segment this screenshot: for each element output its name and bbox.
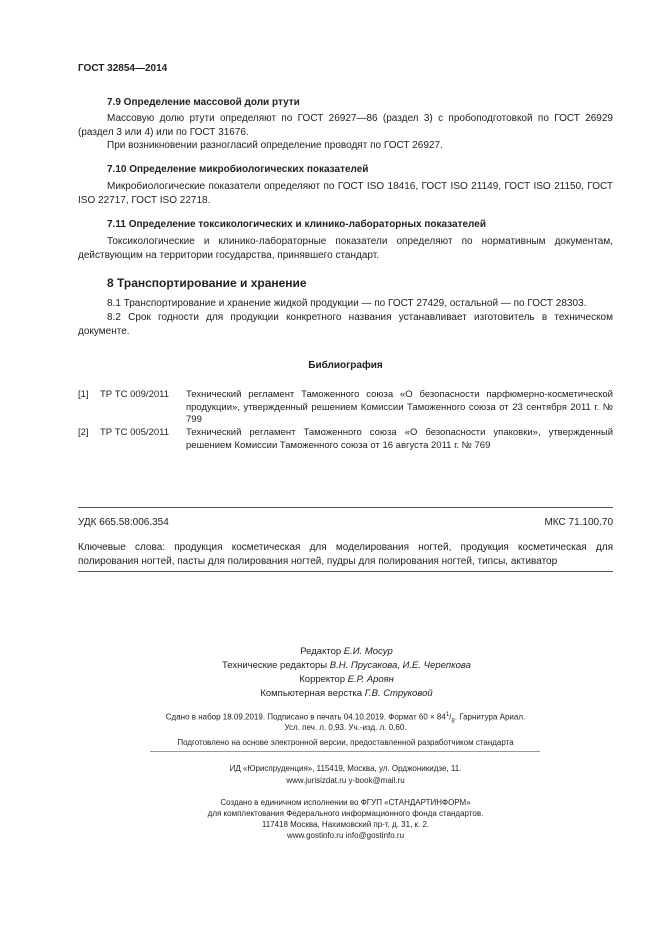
format-fraction-denominator: 8 xyxy=(451,718,455,725)
udk-code: УДК 665.58:006.354 xyxy=(78,517,169,528)
print-details-text: Сдано в набор 18.09.2019. Подписано в печать 04.10.2019. Формат 60 × 84 xyxy=(165,712,446,722)
layout-name: Г.В. Струковой xyxy=(364,688,433,699)
editor-label: Редактор xyxy=(300,646,342,657)
bibliography-item-code: ТР ТС 005/2011 xyxy=(100,427,170,438)
tech-editors-names: В.Н. Прусакова, И.Е. Черепкова xyxy=(329,660,471,671)
divider-bottom xyxy=(78,571,613,572)
electronic-version-note: Подготовлено на основе электронной версии, предоставленной разработчиком стандарта xyxy=(177,738,514,747)
imprint-tech-editors xyxy=(130,659,563,673)
bibliography-item-text: Технический регламент Таможенного союза «О безопасности парфюмерно-косметической продукции», утвержденный решением Комиссии Таможенного союза от 23 сентября 2011 г. № 799 xyxy=(186,389,613,425)
section-8-1-paragraph: 8.1 Транспортирование и хранение жидкой продукции — по ГОСТ 27429, остальной — по ГОСТ 28303. xyxy=(107,298,587,309)
section-7-11-title: 7.11 Определение токсикологических и клинико-лабораторных показателей xyxy=(107,219,486,230)
tech-editors-label: Технические редакторы xyxy=(222,660,328,671)
divider-top xyxy=(78,507,613,508)
mks-code: МКС 71.100.70 xyxy=(544,517,613,528)
created-line-3: 117418 Москва, Нахимовский пр-т, д. 31, к. 2. xyxy=(261,820,430,829)
imprint-editor xyxy=(130,645,563,659)
print-details-line-1: Сдано в набор 18.09.2019. Подписано в печать 04.10.2019. Формат $60 \times 84^1/_8$. Гарнитура Ариал. xyxy=(165,712,526,725)
imprint-corrector xyxy=(130,673,563,687)
section-8-title: 8 Транспортирование и хранение xyxy=(107,276,307,290)
imprint-divider xyxy=(150,751,540,752)
created-line-4: www.gostinfo.ru info@gostinfo.ru xyxy=(286,831,405,840)
editor-name: Е.И. Мосур xyxy=(343,646,393,657)
created-line-2: для комплектования Федерального информационного фонда стандартов. xyxy=(207,809,484,818)
layout-label: Компьютерная верстка xyxy=(260,688,363,699)
section-7-9-paragraph-1: Массовую долю ртути определяют по ГОСТ 26927—86 (раздел 3) с пробоподготовкой по ГОСТ 26929 (раздел 3 или 4) или по ГОСТ 31676. xyxy=(78,113,613,138)
corrector-name: Е.Р. Ароян xyxy=(347,674,394,685)
section-7-10-paragraph: Микробиологические показатели определяют по ГОСТ ISO 18416, ГОСТ ISO 21149, ГОСТ ISO 21150, ГОСТ ISO 22717, ГОСТ ISO 22718. xyxy=(78,181,613,206)
bibliography-item-number: [1] xyxy=(78,389,89,400)
section-7-11-paragraph: Токсикологические и клинико-лабораторные показатели определяют по нормативным документам, действующим на территории государства, принявшего стандарт. xyxy=(78,236,613,261)
imprint-layout xyxy=(130,687,563,701)
section-8-2-paragraph: 8.2 Срок годности для продукции конкретного названия устанавливает изготовитель в техническом документе. xyxy=(78,312,613,337)
corrector-label: Корректор xyxy=(299,674,345,685)
publisher-contacts: www.jurisizdat.ru y-book@mail.ru xyxy=(286,776,405,785)
created-line-1: Создано в единичном исполнении во ФГУП «СТАНДАРТИНФОРМ» xyxy=(220,798,471,807)
section-7-9-paragraph-2: При возникновении разногласий определение проводят по ГОСТ 26927. xyxy=(107,140,443,151)
section-7-10-title: 7.10 Определение микробиологических показателей xyxy=(107,164,369,175)
bibliography-item-number: [2] xyxy=(78,427,89,438)
bibliography-item-text: Технический регламент Таможенного союза «О безопасности упаковки», утвержденный решением Комиссии Таможенного союза от 16 августа 2011 г. № 769 xyxy=(186,427,613,451)
bibliography-title: Библиография xyxy=(308,360,383,371)
bibliography-item-code: ТР ТС 009/2011 xyxy=(100,389,170,400)
typeface-text: . Гарнитура Ариал. xyxy=(454,712,526,722)
standard-number: ГОСТ 32854—2014 xyxy=(78,63,168,74)
format-fraction-numerator: 1 xyxy=(445,712,450,718)
publisher-address: ИД «Юриспруденция», 115419, Москва, ул. Орджоникидзе, 11. xyxy=(229,764,462,773)
section-7-9-title: 7.9 Определение массовой доли ртути xyxy=(107,97,300,108)
keywords: Ключевые слова: продукция косметическая для моделирования ногтей, продукция косметическая для полирования ногтей, пасты для полирования ногтей, пудры для полирования ногтей, типсы, активатор xyxy=(78,542,613,567)
print-details-line-2: Усл. печ. л. 0,93. Уч.-изд. л. 0,60. xyxy=(284,723,407,732)
